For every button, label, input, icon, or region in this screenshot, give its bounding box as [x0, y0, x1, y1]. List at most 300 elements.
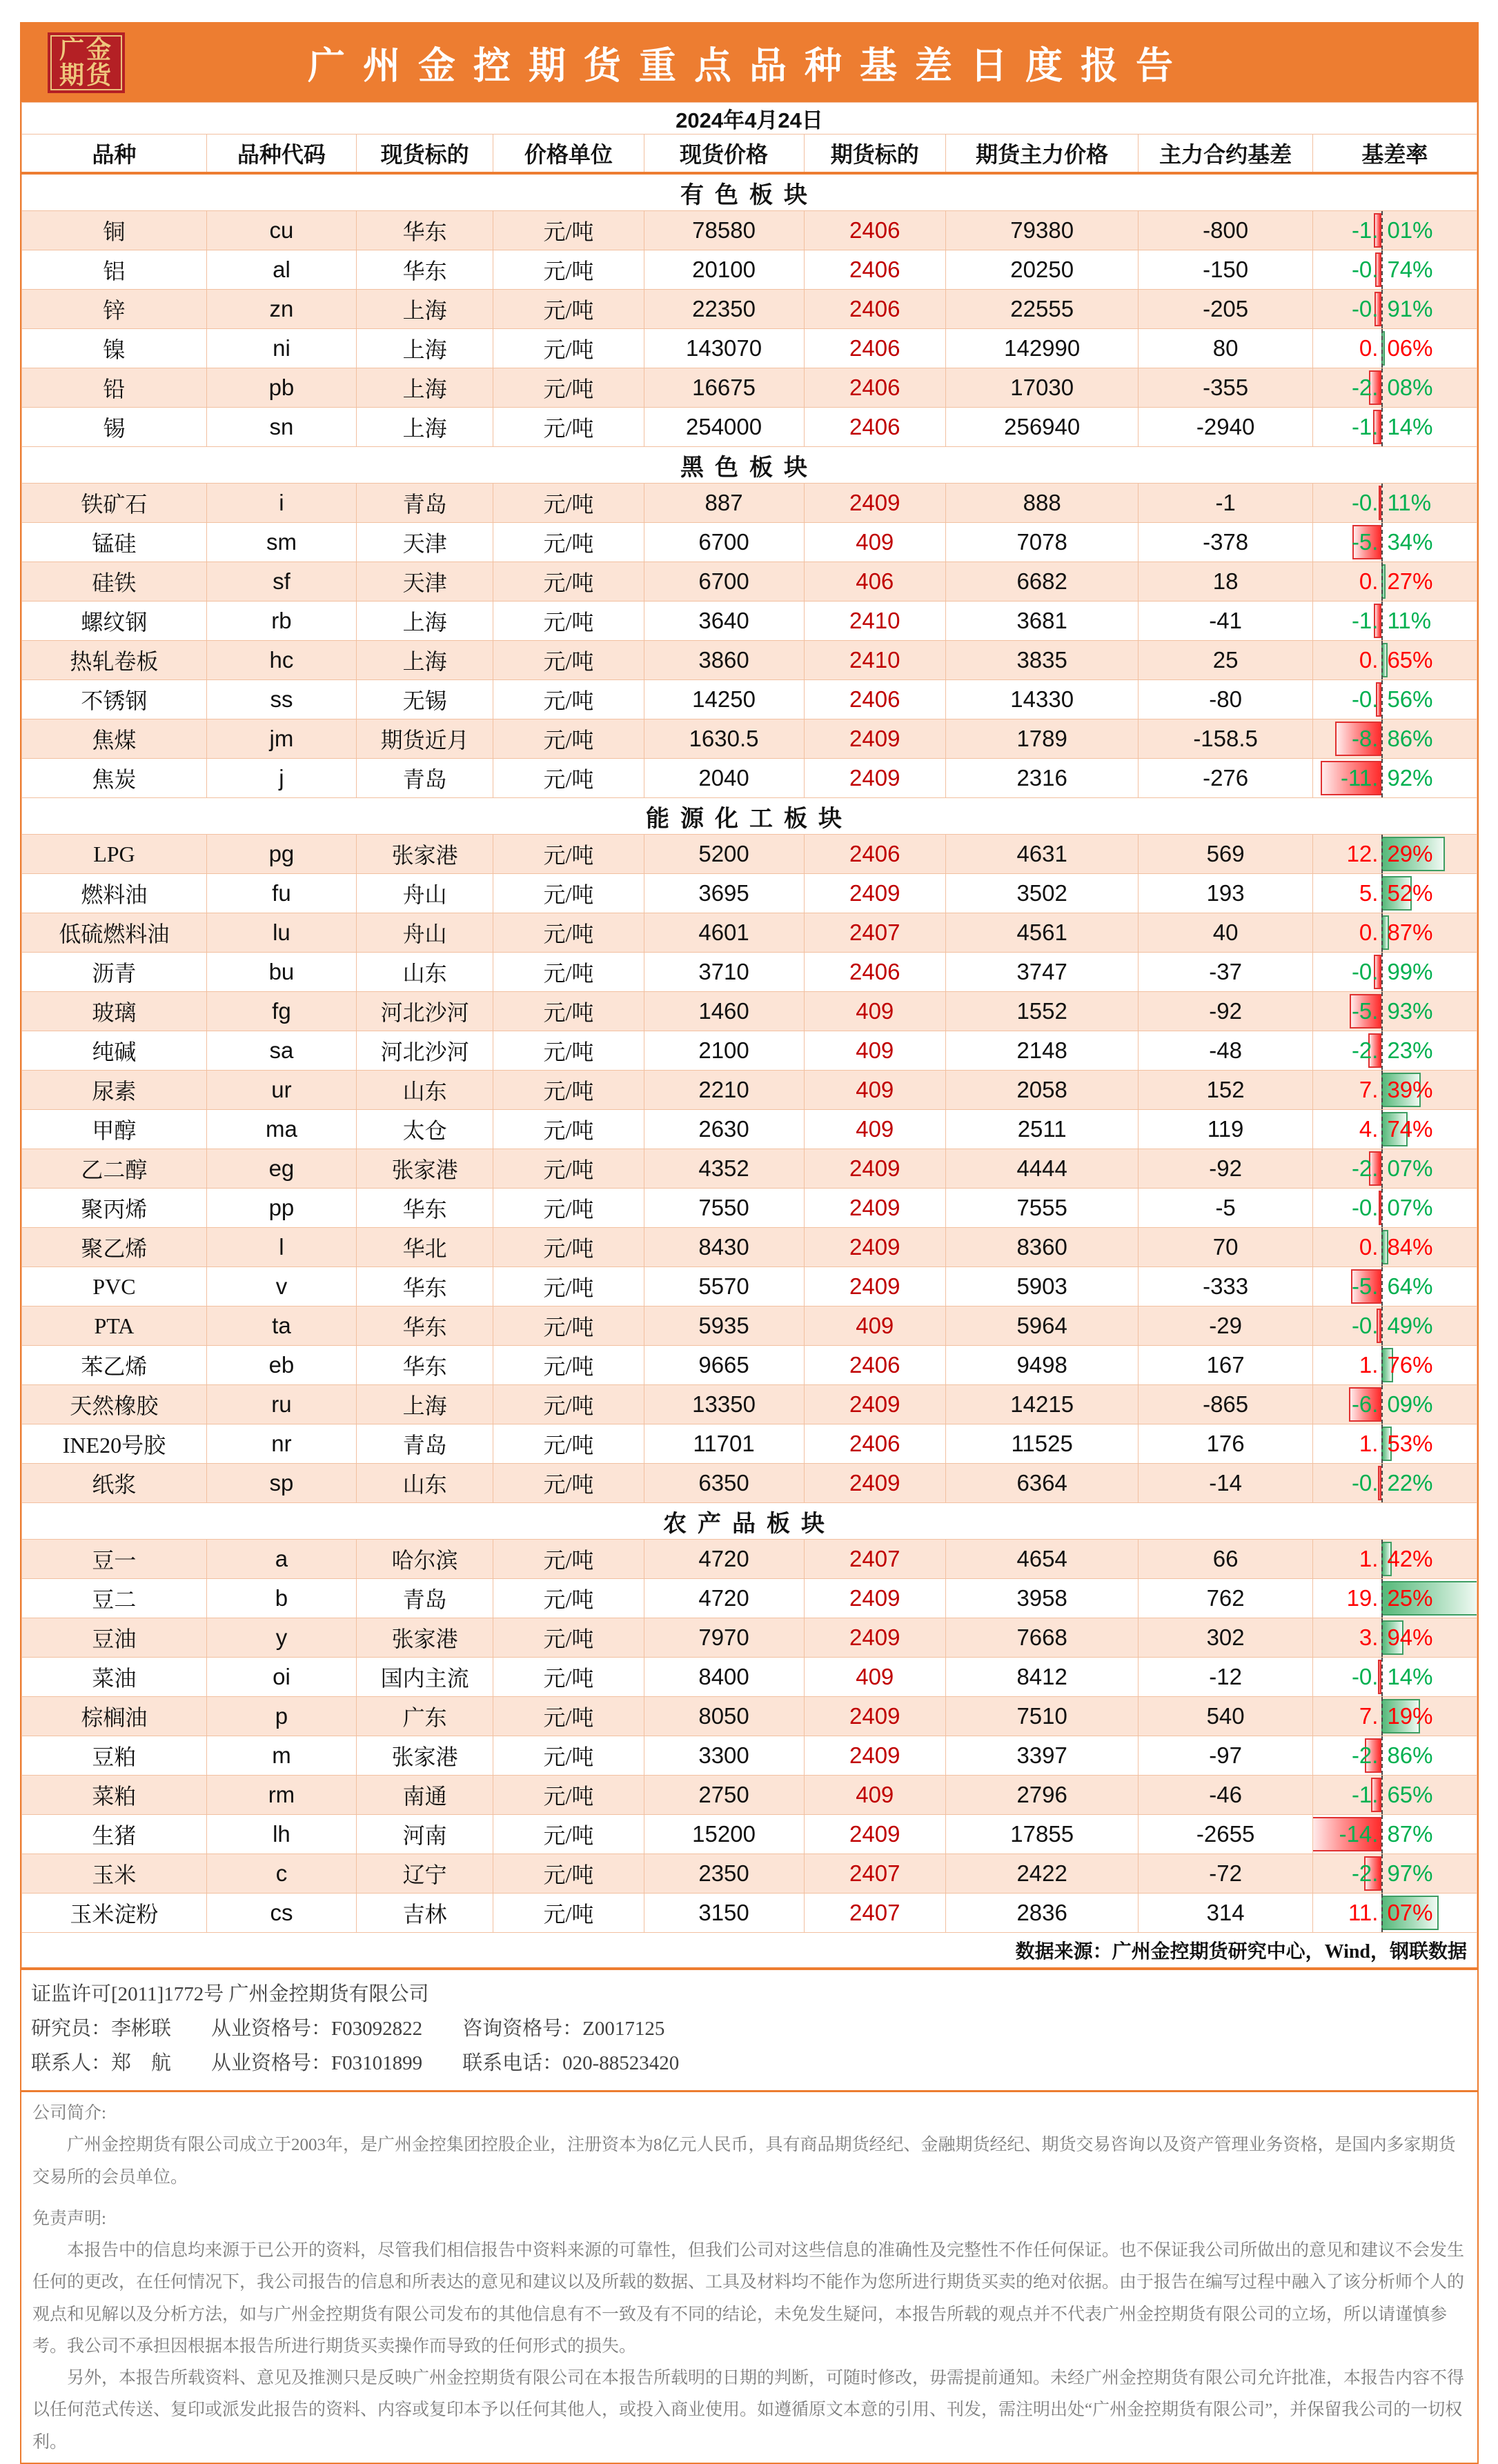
rate-fraction-part: 74%	[1387, 257, 1433, 282]
spot-target-cell: 河北沙河	[357, 992, 493, 1031]
bar-axis	[1381, 211, 1383, 250]
futures-price-cell: 5903	[945, 1267, 1138, 1306]
bar-axis	[1381, 1894, 1383, 1932]
contract-cell: 2406	[804, 680, 945, 719]
variety-cell: 低硫燃料油	[22, 913, 207, 953]
futures-price-cell: 888	[945, 484, 1138, 523]
rate-fraction-part: 99%	[1387, 959, 1433, 984]
table-row	[22, 1618, 1477, 1658]
contract-cell: 409	[804, 523, 945, 562]
futures-price-cell: 4654	[945, 1540, 1138, 1579]
contract-cell: 409	[804, 1306, 945, 1346]
table-row	[22, 290, 1477, 329]
rate-fraction-part: 11%	[1387, 608, 1432, 633]
futures-price-cell: 3958	[945, 1579, 1138, 1618]
table-row	[22, 1424, 1477, 1464]
rate-cell	[1312, 719, 1477, 759]
bar-axis	[1381, 1385, 1383, 1424]
rate-fraction-part: 11%	[1387, 490, 1432, 515]
spot-price-cell: 2100	[644, 1031, 804, 1071]
unit-cell: 元/吨	[493, 290, 644, 329]
futures-price-cell: 11525	[945, 1424, 1138, 1464]
spot-target-cell: 华东	[357, 250, 493, 290]
unit-cell: 元/吨	[493, 211, 644, 250]
unit-cell: 元/吨	[493, 913, 644, 953]
variety-cell: 螺纹钢	[22, 602, 207, 641]
variety-cell: 聚丙烯	[22, 1189, 207, 1228]
basis-cell: -37	[1139, 953, 1312, 992]
variety-cell: 苯乙烯	[22, 1346, 207, 1385]
unit-cell: 元/吨	[493, 602, 644, 641]
spot-price-cell: 5935	[644, 1306, 804, 1346]
variety-cell: 玉米淀粉	[22, 1894, 207, 1933]
basis-cell: 25	[1139, 641, 1312, 680]
basis-cell: 302	[1139, 1618, 1312, 1658]
table-row	[22, 1658, 1477, 1697]
basis-cell: -2940	[1139, 408, 1312, 447]
bar-axis	[1381, 680, 1383, 719]
unit-cell: 元/吨	[493, 1110, 644, 1149]
rate-integer-part: -0.	[1351, 490, 1379, 515]
basis-cell: -378	[1139, 523, 1312, 562]
basis-cell: -333	[1139, 1267, 1312, 1306]
section-title: 能源化工板块	[22, 798, 1477, 835]
basis-cell: 119	[1139, 1110, 1312, 1149]
rate-cell	[1312, 759, 1477, 798]
rate-cell	[1312, 329, 1477, 368]
rate-integer-part: -2.	[1351, 1155, 1379, 1181]
rate-integer-part: -1.	[1351, 608, 1379, 633]
basis-cell: 569	[1139, 835, 1312, 874]
spot-target-cell: 青岛	[357, 484, 493, 523]
spot-price-cell: 8400	[644, 1658, 804, 1697]
unit-cell: 元/吨	[493, 874, 644, 913]
table-row	[22, 329, 1477, 368]
variety-cell: 热轧卷板	[22, 641, 207, 680]
basis-cell: 540	[1139, 1697, 1312, 1736]
spot-target-cell: 上海	[357, 368, 493, 408]
spot-target-cell: 华东	[357, 1189, 493, 1228]
rate-fraction-part: 86%	[1387, 1742, 1433, 1768]
unit-cell: 元/吨	[493, 680, 644, 719]
code-cell: hc	[206, 641, 356, 680]
spot-price-cell: 11701	[644, 1424, 804, 1464]
contract-cell: 2409	[804, 1385, 945, 1424]
section-header-row	[22, 173, 1477, 211]
spot-target-cell: 太仓	[357, 1110, 493, 1149]
table-row	[22, 992, 1477, 1031]
bar-axis	[1381, 290, 1383, 328]
spot-target-cell: 华东	[357, 211, 493, 250]
contract-cell: 2409	[804, 1815, 945, 1854]
col-header-futures-price: 期货主力价格	[945, 135, 1138, 174]
futures-price-cell: 14330	[945, 680, 1138, 719]
spot-price-cell: 3710	[644, 953, 804, 992]
rate-integer-part: 5.	[1359, 880, 1379, 906]
spot-price-cell: 2210	[644, 1071, 804, 1110]
rate-cell	[1312, 1736, 1477, 1776]
table-row	[22, 1306, 1477, 1346]
contract-cell: 2409	[804, 1189, 945, 1228]
contract-cell: 2407	[804, 1540, 945, 1579]
unit-cell: 元/吨	[493, 484, 644, 523]
futures-price-cell: 8360	[945, 1228, 1138, 1267]
rate-integer-part: 0.	[1359, 1234, 1379, 1260]
col-header-variety: 品种	[22, 135, 207, 174]
code-cell: pg	[206, 835, 356, 874]
bar-axis	[1381, 1306, 1383, 1345]
code-cell: pp	[206, 1189, 356, 1228]
rate-integer-part: -0.	[1351, 1195, 1379, 1220]
futures-price-cell: 3835	[945, 641, 1138, 680]
spot-price-cell: 9665	[644, 1346, 804, 1385]
bar-axis	[1381, 1424, 1383, 1463]
bar-axis	[1381, 1228, 1383, 1266]
code-cell: eb	[206, 1346, 356, 1385]
rate-cell	[1312, 562, 1477, 602]
bar-axis	[1381, 1110, 1383, 1149]
rate-integer-part: 4.	[1359, 1116, 1379, 1142]
table-row	[22, 1110, 1477, 1149]
rate-integer-part: 0.	[1359, 568, 1379, 594]
rate-integer-part: -14.	[1339, 1821, 1379, 1847]
section-header-row	[22, 1503, 1477, 1540]
bar-axis	[1381, 368, 1383, 407]
variety-cell: 锰硅	[22, 523, 207, 562]
basis-cell: -150	[1139, 250, 1312, 290]
rate-fraction-part: 53%	[1387, 1431, 1433, 1456]
variety-cell: 菜油	[22, 1658, 207, 1697]
spot-target-cell: 天津	[357, 523, 493, 562]
bar-axis	[1381, 523, 1383, 562]
basis-cell: -355	[1139, 368, 1312, 408]
spot-target-cell: 河北沙河	[357, 1031, 493, 1071]
unit-cell: 元/吨	[493, 1776, 644, 1815]
table-row	[22, 1228, 1477, 1267]
spot-price-cell: 8050	[644, 1697, 804, 1736]
variety-cell: 甲醇	[22, 1110, 207, 1149]
rate-cell	[1312, 290, 1477, 329]
variety-cell: 豆一	[22, 1540, 207, 1579]
spot-target-cell: 上海	[357, 602, 493, 641]
spot-target-cell: 张家港	[357, 1736, 493, 1776]
unit-cell: 元/吨	[493, 1306, 644, 1346]
rate-integer-part: -5.	[1351, 529, 1379, 555]
bar-axis	[1381, 1540, 1383, 1578]
contract-cell: 2409	[804, 1228, 945, 1267]
table-row	[22, 1776, 1477, 1815]
futures-price-cell: 3397	[945, 1736, 1138, 1776]
rate-fraction-part: 76%	[1387, 1352, 1433, 1378]
table-row	[22, 1385, 1477, 1424]
rate-cell	[1312, 1464, 1477, 1503]
rate-integer-part: 1.	[1359, 1546, 1379, 1571]
table-row	[22, 1267, 1477, 1306]
code-cell: lh	[206, 1815, 356, 1854]
contract-cell: 2409	[804, 719, 945, 759]
code-cell: al	[206, 250, 356, 290]
code-cell: oi	[206, 1658, 356, 1697]
bar-axis	[1381, 953, 1383, 991]
rate-fraction-part: 14%	[1387, 1664, 1433, 1689]
rate-cell	[1312, 1579, 1477, 1618]
spot-price-cell: 2630	[644, 1110, 804, 1149]
bar-axis	[1381, 1464, 1383, 1502]
rate-integer-part: 0.	[1359, 920, 1379, 945]
variety-cell: 菜粕	[22, 1776, 207, 1815]
code-cell: cu	[206, 211, 356, 250]
rate-integer-part: -0.	[1351, 686, 1379, 712]
unit-cell: 元/吨	[493, 1658, 644, 1697]
table-row	[22, 835, 1477, 874]
rate-cell	[1312, 835, 1477, 874]
spot-price-cell: 4720	[644, 1540, 804, 1579]
table-row	[22, 874, 1477, 913]
spot-target-cell: 上海	[357, 1385, 493, 1424]
contract-cell: 2409	[804, 1618, 945, 1658]
code-cell: m	[206, 1736, 356, 1776]
futures-price-cell: 256940	[945, 408, 1138, 447]
bar-axis	[1381, 1149, 1383, 1188]
basis-cell: 314	[1139, 1894, 1312, 1933]
spot-target-cell: 山东	[357, 1464, 493, 1503]
bar-axis	[1381, 329, 1383, 368]
contract-cell: 2406	[804, 835, 945, 874]
futures-price-cell: 22555	[945, 290, 1138, 329]
variety-cell: 生猪	[22, 1815, 207, 1854]
spot-target-cell: 吉林	[357, 1894, 493, 1933]
rate-integer-part: 0.	[1359, 335, 1379, 361]
variety-cell: 玉米	[22, 1854, 207, 1894]
rate-integer-part: 19.	[1346, 1585, 1379, 1611]
basis-cell: 193	[1139, 874, 1312, 913]
variety-cell: LPG	[22, 835, 207, 874]
rate-cell	[1312, 913, 1477, 953]
variety-cell: 锡	[22, 408, 207, 447]
researcher-line: 研究员：李彬联 从业资格号：F03092822 咨询资格号：Z0017125	[31, 2018, 665, 2040]
section-title: 农产品板块	[22, 1503, 1477, 1540]
unit-cell: 元/吨	[493, 1267, 644, 1306]
unit-cell: 元/吨	[493, 250, 644, 290]
basis-cell: -92	[1139, 1149, 1312, 1189]
rate-fraction-part: 87%	[1387, 920, 1433, 945]
rate-cell	[1312, 1149, 1477, 1189]
futures-price-cell: 142990	[945, 329, 1138, 368]
col-header-code: 品种代码	[206, 135, 356, 174]
rate-fraction-part: 91%	[1387, 296, 1433, 321]
contract-cell: 2409	[804, 1149, 945, 1189]
futures-price-cell: 2148	[945, 1031, 1138, 1071]
report-page	[20, 22, 1479, 2464]
bar-axis	[1381, 602, 1383, 640]
unit-cell: 元/吨	[493, 1464, 644, 1503]
variety-cell: 硅铁	[22, 562, 207, 602]
variety-cell: 沥青	[22, 953, 207, 992]
unit-cell: 元/吨	[493, 1228, 644, 1267]
contact-block	[21, 1970, 1477, 2092]
spot-target-cell: 华北	[357, 1228, 493, 1267]
contract-cell: 2410	[804, 602, 945, 641]
variety-cell: 铅	[22, 368, 207, 408]
section-header-row	[22, 798, 1477, 835]
unit-cell: 元/吨	[493, 1071, 644, 1110]
rate-integer-part: 1.	[1359, 1431, 1379, 1456]
rate-integer-part: 1.	[1359, 1352, 1379, 1378]
rate-integer-part: -6.	[1351, 1391, 1379, 1417]
rate-integer-part: -8.	[1351, 726, 1379, 751]
code-cell: rm	[206, 1776, 356, 1815]
company-logo	[48, 32, 125, 93]
spot-target-cell: 广东	[357, 1697, 493, 1736]
code-cell: lu	[206, 913, 356, 953]
code-cell: ma	[206, 1110, 356, 1149]
data-source-row	[22, 1933, 1477, 1969]
table-row	[22, 1697, 1477, 1736]
contract-cell: 2409	[804, 874, 945, 913]
spot-target-cell: 国内主流	[357, 1658, 493, 1697]
contract-cell: 409	[804, 1776, 945, 1815]
code-cell: fu	[206, 874, 356, 913]
table-row	[22, 1031, 1477, 1071]
spot-price-cell: 3860	[644, 641, 804, 680]
basis-cell: 176	[1139, 1424, 1312, 1464]
variety-cell: 棕榈油	[22, 1697, 207, 1736]
spot-target-cell: 上海	[357, 641, 493, 680]
spot-price-cell: 3150	[644, 1894, 804, 1933]
basis-cell: -72	[1139, 1854, 1312, 1894]
basis-cell: 18	[1139, 562, 1312, 602]
spot-target-cell: 青岛	[357, 1579, 493, 1618]
spot-target-cell: 舟山	[357, 874, 493, 913]
futures-price-cell: 9498	[945, 1346, 1138, 1385]
basis-cell: -29	[1139, 1306, 1312, 1346]
unit-cell: 元/吨	[493, 1149, 644, 1189]
variety-cell: 聚乙烯	[22, 1228, 207, 1267]
basis-cell: 762	[1139, 1579, 1312, 1618]
code-cell: ru	[206, 1385, 356, 1424]
rate-cell	[1312, 680, 1477, 719]
futures-price-cell: 2836	[945, 1894, 1138, 1933]
bar-axis	[1381, 835, 1383, 873]
spot-target-cell: 青岛	[357, 1424, 493, 1464]
futures-price-cell: 1789	[945, 719, 1138, 759]
unit-cell: 元/吨	[493, 1815, 644, 1854]
section-title: 有色板块	[22, 173, 1477, 211]
bar-axis	[1381, 641, 1383, 679]
contract-cell: 2406	[804, 1346, 945, 1385]
unit-cell: 元/吨	[493, 1031, 644, 1071]
rate-fraction-part: 22%	[1387, 1470, 1433, 1496]
rate-integer-part: -1.	[1351, 1782, 1379, 1807]
contract-cell: 2406	[804, 290, 945, 329]
basis-cell: -80	[1139, 680, 1312, 719]
unit-cell: 元/吨	[493, 1894, 644, 1933]
contract-cell: 2410	[804, 641, 945, 680]
code-cell: i	[206, 484, 356, 523]
bar-axis	[1381, 408, 1383, 446]
spot-target-cell: 张家港	[357, 835, 493, 874]
contract-cell: 409	[804, 1110, 945, 1149]
contract-cell: 2409	[804, 1464, 945, 1503]
basis-cell: 40	[1139, 913, 1312, 953]
table-row	[22, 719, 1477, 759]
basis-cell: -1	[1139, 484, 1312, 523]
rate-fraction-part: 92%	[1387, 765, 1433, 791]
intro-title: 公司简介:	[32, 2104, 106, 2123]
table-row	[22, 602, 1477, 641]
rate-fraction-part: 65%	[1387, 1782, 1433, 1807]
rate-cell	[1312, 484, 1477, 523]
rate-cell	[1312, 874, 1477, 913]
spot-target-cell: 期货近月	[357, 719, 493, 759]
unit-cell: 元/吨	[493, 953, 644, 992]
unit-cell: 元/吨	[493, 1540, 644, 1579]
rate-cell	[1312, 1306, 1477, 1346]
bar-axis	[1381, 1776, 1383, 1814]
spot-price-cell: 2750	[644, 1776, 804, 1815]
contract-cell: 2407	[804, 1894, 945, 1933]
spot-target-cell: 青岛	[357, 759, 493, 798]
table-row	[22, 953, 1477, 992]
rate-cell	[1312, 1697, 1477, 1736]
disclaimer-block	[21, 2198, 1477, 2463]
contract-cell: 406	[804, 562, 945, 602]
table-row	[22, 1071, 1477, 1110]
bar-axis	[1381, 1854, 1383, 1893]
contract-cell: 2409	[804, 1697, 945, 1736]
table-row	[22, 1189, 1477, 1228]
table-row	[22, 641, 1477, 680]
basis-cell: -46	[1139, 1776, 1312, 1815]
spot-target-cell: 河南	[357, 1815, 493, 1854]
variety-cell: 铁矿石	[22, 484, 207, 523]
report-table-body	[22, 103, 1477, 1969]
spot-target-cell: 上海	[357, 290, 493, 329]
spot-target-cell: 华东	[357, 1306, 493, 1346]
contract-cell: 409	[804, 1658, 945, 1697]
code-cell: ur	[206, 1071, 356, 1110]
date-row	[22, 103, 1477, 135]
bar-axis	[1381, 562, 1383, 601]
rate-fraction-part: 93%	[1387, 998, 1433, 1024]
table-row	[22, 1149, 1477, 1189]
futures-price-cell: 20250	[945, 250, 1138, 290]
basis-cell: -276	[1139, 759, 1312, 798]
rate-fraction-part: 97%	[1387, 1860, 1433, 1886]
rate-cell	[1312, 1776, 1477, 1815]
column-header-row	[22, 135, 1477, 174]
unit-cell: 元/吨	[493, 1854, 644, 1894]
unit-cell: 元/吨	[493, 562, 644, 602]
basis-cell: 152	[1139, 1071, 1312, 1110]
rate-cell	[1312, 1110, 1477, 1149]
code-cell: rb	[206, 602, 356, 641]
bar-axis	[1381, 1071, 1383, 1109]
variety-cell: 焦煤	[22, 719, 207, 759]
variety-cell: 锌	[22, 290, 207, 329]
code-cell: p	[206, 1697, 356, 1736]
spot-price-cell: 1460	[644, 992, 804, 1031]
futures-price-cell: 2511	[945, 1110, 1138, 1149]
rate-fraction-part: 29%	[1387, 841, 1433, 866]
contract-cell: 2406	[804, 953, 945, 992]
futures-price-cell: 6364	[945, 1464, 1138, 1503]
rate-cell	[1312, 641, 1477, 680]
basis-cell: -92	[1139, 992, 1312, 1031]
rate-cell	[1312, 1228, 1477, 1267]
disclaimer-title: 免责声明:	[32, 2209, 106, 2228]
spot-price-cell: 3695	[644, 874, 804, 913]
